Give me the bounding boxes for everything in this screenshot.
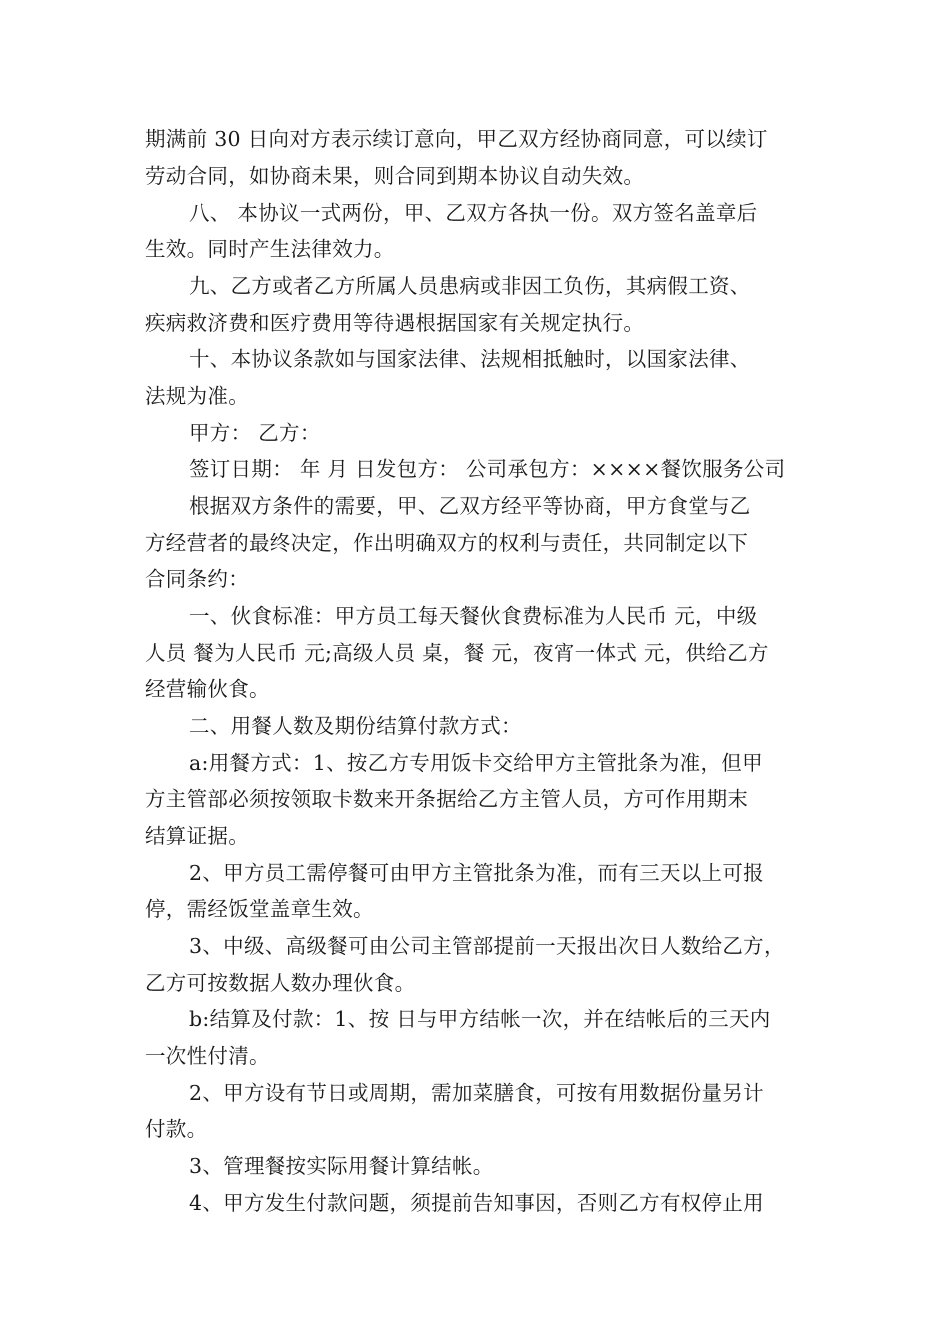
text-line: 方主管部必须按领取卡数来开条据给乙方主管人员，方可作用期末: [145, 787, 749, 811]
text-line: 疾病救济费和医疗费用等待遇根据国家有关规定执行。: [145, 311, 645, 335]
text-line: b:结算及付款：1、按 日与甲方结帐一次，并在结帐后的三天内: [189, 1007, 771, 1031]
text-line: 停，需经饭堂盖章生效。: [145, 897, 374, 921]
text-line: 乙方可按数据人数办理伙食。: [145, 971, 416, 995]
text-line: 结算证据。: [145, 824, 249, 848]
text-line: 一次性付清。: [145, 1044, 270, 1068]
text-line: 2、甲方员工需停餐可由甲方主管批条为准，而有三天以上可报: [189, 861, 764, 885]
text-line: 二、用餐人数及期份结算付款方式：: [189, 714, 522, 738]
text-line: 八、 本协议一式两份，甲、乙双方各执一份。双方签名盖章后: [189, 201, 758, 225]
text-line: 方经营者的最终决定，作出明确双方的权利与责任，共同制定以下: [145, 531, 749, 555]
text-line: 2、甲方设有节日或周期，需加菜膳食，可按有用数据份量另计: [189, 1081, 764, 1105]
text-line: 十、本协议条款如与国家法律、法规相抵触时，以国家法律、: [189, 347, 751, 371]
text-line: 签订日期： 年 月 日发包方： 公司承包方：××××餐饮服务公司: [189, 457, 786, 481]
text-line: 甲方： 乙方：: [189, 421, 321, 445]
text-line: 法规为准。: [145, 384, 249, 408]
text-line: 经营输伙食。: [145, 677, 270, 701]
text-line: 3、中级、高级餐可由公司主管部提前一天报出次日人数给乙方，: [189, 934, 785, 958]
text-line: 4、甲方发生付款问题，须提前告知事因，否则乙方有权停止用: [189, 1191, 764, 1215]
text-line: 期满前 30 日向对方表示续订意向，甲乙双方经协商同意，可以续订: [145, 127, 768, 151]
text-line: 付款。: [145, 1117, 208, 1141]
text-line: 合同条约：: [145, 567, 249, 591]
text-line: a:用餐方式：1、按乙方专用饭卡交给甲方主管批条为准，但甲: [189, 751, 763, 775]
text-line: 一、伙食标准：甲方员工每天餐伙食费标准为人民币 元，中级: [189, 604, 758, 628]
text-line: 根据双方条件的需要，甲、乙双方经平等协商，甲方食堂与乙: [189, 494, 751, 518]
text-line: 人员 餐为人民币 元;高级人员 桌，餐 元，夜宵一体式 元，供给乙方: [145, 641, 769, 665]
text-line: 生效。同时产生法律效力。: [145, 237, 395, 261]
text-line: 劳动合同，如协商未果，则合同到期本协议自动失效。: [145, 164, 645, 188]
text-line: 九、乙方或者乙方所属人员患病或非因工负伤，其病假工资、: [189, 274, 751, 298]
text-line: 3、管理餐按实际用餐计算结帐。: [189, 1154, 494, 1178]
